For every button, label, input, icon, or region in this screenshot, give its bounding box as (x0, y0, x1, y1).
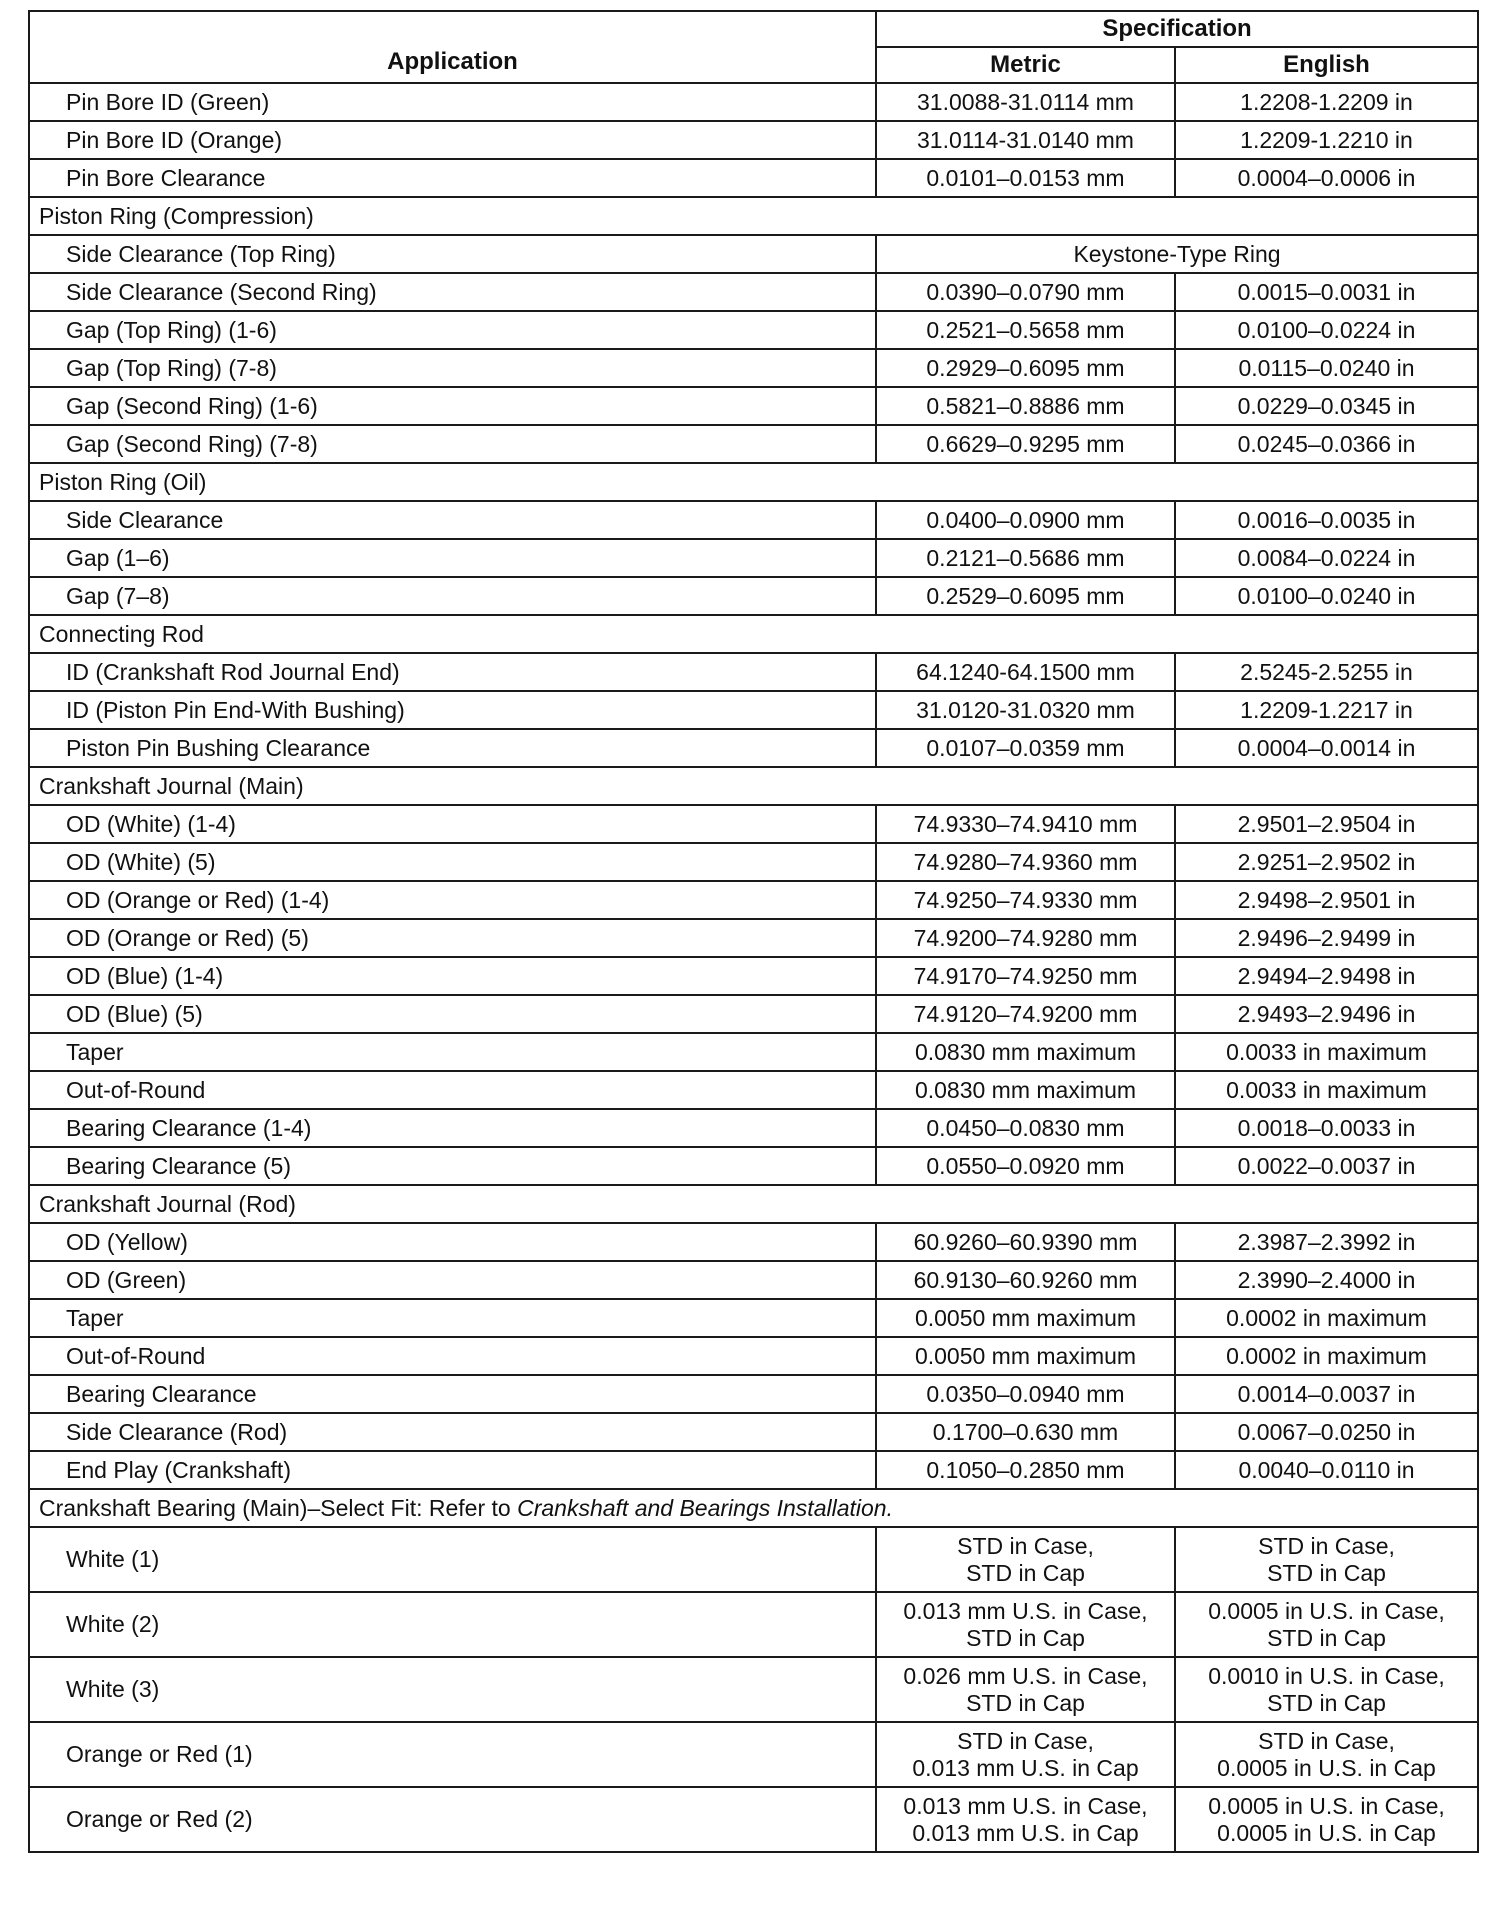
table-row (29, 311, 1478, 349)
metric-cell: 0.0350–0.0940 mm (876, 1375, 1175, 1413)
metric-line: STD in Case, (957, 1532, 1094, 1559)
specification-span-cell: Keystone-Type Ring (876, 235, 1478, 273)
table-row (29, 1787, 1478, 1852)
english-cell: 2.9251–2.9502 in (1175, 843, 1478, 881)
metric-line: STD in Cap (966, 1624, 1085, 1651)
application-cell: OD (White) (5) (29, 843, 876, 881)
english-line: STD in Cap (1267, 1689, 1386, 1716)
application-cell: Pin Bore Clearance (29, 159, 876, 197)
table-row (29, 1109, 1478, 1147)
section-row (29, 1489, 1478, 1527)
table-row (29, 1722, 1478, 1787)
section-heading (29, 197, 1478, 235)
table-row (29, 653, 1478, 691)
english-line: 0.0005 in U.S. in Cap (1217, 1819, 1436, 1846)
metric-cell (876, 1657, 1175, 1722)
section-heading-text: Connecting Rod (39, 620, 204, 647)
english-header: English (1175, 47, 1478, 83)
english-cell: 0.0100–0.0224 in (1175, 311, 1478, 349)
english-cell: 2.3987–2.3992 in (1175, 1223, 1478, 1261)
application-cell: Taper (29, 1033, 876, 1071)
metric-line: 0.013 mm U.S. in Case, (903, 1792, 1148, 1819)
table-body (29, 83, 1478, 1852)
application-cell: End Play (Crankshaft) (29, 1451, 876, 1489)
english-cell: 1.2208-1.2209 in (1175, 83, 1478, 121)
table-row (29, 1261, 1478, 1299)
metric-line: 0.026 mm U.S. in Case, (903, 1662, 1148, 1689)
metric-cell (876, 1722, 1175, 1787)
application-cell: OD (Orange or Red) (1-4) (29, 881, 876, 919)
metric-cell (876, 1787, 1175, 1852)
application-cell: Gap (Second Ring) (7-8) (29, 425, 876, 463)
english-cell: 0.0033 in maximum (1175, 1071, 1478, 1109)
english-cell: 0.0067–0.0250 in (1175, 1413, 1478, 1451)
english-cell: 0.0015–0.0031 in (1175, 273, 1478, 311)
metric-cell: 0.0101–0.0153 mm (876, 159, 1175, 197)
english-line: 0.0005 in U.S. in Cap (1217, 1754, 1436, 1781)
section-heading-text: Piston Ring (Compression) (39, 202, 314, 229)
application-cell: White (3) (29, 1657, 876, 1722)
metric-line: 0.013 mm U.S. in Cap (912, 1754, 1139, 1781)
metric-cell: 31.0088-31.0114 mm (876, 83, 1175, 121)
metric-cell: 31.0114-31.0140 mm (876, 121, 1175, 159)
metric-cell: 0.0450–0.0830 mm (876, 1109, 1175, 1147)
metric-cell: 0.5821–0.8886 mm (876, 387, 1175, 425)
application-cell: Pin Bore ID (Orange) (29, 121, 876, 159)
metric-cell: 0.0400–0.0900 mm (876, 501, 1175, 539)
english-cell: 0.0033 in maximum (1175, 1033, 1478, 1071)
application-cell: Gap (Top Ring) (7-8) (29, 349, 876, 387)
english-cell: 0.0100–0.0240 in (1175, 577, 1478, 615)
table-row (29, 881, 1478, 919)
section-heading-reference: Crankshaft and Bearings Installation. (517, 1494, 893, 1521)
section-heading (29, 1489, 1478, 1527)
application-cell: Gap (Second Ring) (1-6) (29, 387, 876, 425)
english-cell: 0.0002 in maximum (1175, 1299, 1478, 1337)
application-cell: ID (Crankshaft Rod Journal End) (29, 653, 876, 691)
english-cell: 2.9493–2.9496 in (1175, 995, 1478, 1033)
section-heading-text: Crankshaft Journal (Rod) (39, 1190, 296, 1217)
english-cell: 0.0022–0.0037 in (1175, 1147, 1478, 1185)
metric-cell: 0.2521–0.5658 mm (876, 311, 1175, 349)
application-cell: Side Clearance (Rod) (29, 1413, 876, 1451)
table-row (29, 539, 1478, 577)
application-header: Application (29, 11, 876, 83)
table-row (29, 159, 1478, 197)
english-cell (1175, 1657, 1478, 1722)
section-heading-text: Crankshaft Bearing (Main)–Select Fit: Refer to (39, 1494, 518, 1521)
application-cell: OD (Blue) (1-4) (29, 957, 876, 995)
metric-cell: 60.9260–60.9390 mm (876, 1223, 1175, 1261)
metric-cell: 31.0120-31.0320 mm (876, 691, 1175, 729)
english-line: STD in Case, (1258, 1727, 1395, 1754)
metric-cell: 64.1240-64.1500 mm (876, 653, 1175, 691)
english-cell: 1.2209-1.2210 in (1175, 121, 1478, 159)
table-row (29, 1451, 1478, 1489)
metric-cell: 74.9330–74.9410 mm (876, 805, 1175, 843)
english-cell: 0.0002 in maximum (1175, 1337, 1478, 1375)
table-row (29, 577, 1478, 615)
metric-cell: 0.0390–0.0790 mm (876, 273, 1175, 311)
application-cell: White (1) (29, 1527, 876, 1592)
metric-header: Metric (876, 47, 1175, 83)
section-heading (29, 1185, 1478, 1223)
application-cell: Out-of-Round (29, 1337, 876, 1375)
application-cell: White (2) (29, 1592, 876, 1657)
metric-cell: 74.9280–74.9360 mm (876, 843, 1175, 881)
metric-cell: 0.0050 mm maximum (876, 1299, 1175, 1337)
table-row (29, 805, 1478, 843)
english-cell: 0.0004–0.0006 in (1175, 159, 1478, 197)
application-cell: OD (Blue) (5) (29, 995, 876, 1033)
metric-cell: 0.1050–0.2850 mm (876, 1451, 1175, 1489)
table-row (29, 1413, 1478, 1451)
metric-cell: 0.0107–0.0359 mm (876, 729, 1175, 767)
section-row (29, 1185, 1478, 1223)
english-cell: 0.0018–0.0033 in (1175, 1109, 1478, 1147)
application-cell: ID (Piston Pin End-With Bushing) (29, 691, 876, 729)
english-cell: 2.3990–2.4000 in (1175, 1261, 1478, 1299)
english-cell: 2.5245-2.5255 in (1175, 653, 1478, 691)
table-row (29, 273, 1478, 311)
section-heading-text: Piston Ring (Oil) (39, 468, 207, 495)
metric-cell: 0.0830 mm maximum (876, 1071, 1175, 1109)
english-line: 0.0005 in U.S. in Case, (1208, 1792, 1445, 1819)
metric-cell: 0.2929–0.6095 mm (876, 349, 1175, 387)
application-cell: Gap (7–8) (29, 577, 876, 615)
application-cell: Taper (29, 1299, 876, 1337)
english-cell: 2.9498–2.9501 in (1175, 881, 1478, 919)
application-cell: Pin Bore ID (Green) (29, 83, 876, 121)
table-row (29, 1657, 1478, 1722)
english-line: STD in Cap (1267, 1559, 1386, 1586)
english-cell (1175, 1592, 1478, 1657)
table-row (29, 1375, 1478, 1413)
metric-cell: 74.9250–74.9330 mm (876, 881, 1175, 919)
table-row (29, 425, 1478, 463)
application-cell: Bearing Clearance (1-4) (29, 1109, 876, 1147)
metric-cell: 74.9120–74.9200 mm (876, 995, 1175, 1033)
metric-cell: 0.2529–0.6095 mm (876, 577, 1175, 615)
specification-header: Specification (876, 11, 1478, 47)
specification-table (28, 10, 1479, 1853)
application-cell: Gap (1–6) (29, 539, 876, 577)
application-cell: Side Clearance (29, 501, 876, 539)
english-cell (1175, 1722, 1478, 1787)
table-row (29, 1147, 1478, 1185)
table-row (29, 1337, 1478, 1375)
table-row (29, 349, 1478, 387)
english-cell: 0.0016–0.0035 in (1175, 501, 1478, 539)
table-row (29, 995, 1478, 1033)
section-heading (29, 767, 1478, 805)
metric-cell: 0.0550–0.0920 mm (876, 1147, 1175, 1185)
metric-cell (876, 1527, 1175, 1592)
table-row (29, 843, 1478, 881)
english-cell: 0.0229–0.0345 in (1175, 387, 1478, 425)
english-line: STD in Cap (1267, 1624, 1386, 1651)
table-row (29, 1071, 1478, 1109)
application-cell: Orange or Red (1) (29, 1722, 876, 1787)
section-row (29, 615, 1478, 653)
table-row (29, 235, 1478, 273)
table-row (29, 1223, 1478, 1261)
table-row (29, 1033, 1478, 1071)
metric-cell: 60.9130–60.9260 mm (876, 1261, 1175, 1299)
english-line: 0.0005 in U.S. in Case, (1208, 1597, 1445, 1624)
section-row (29, 767, 1478, 805)
english-line: STD in Case, (1258, 1532, 1395, 1559)
english-cell: 0.0040–0.0110 in (1175, 1451, 1478, 1489)
metric-cell: 74.9200–74.9280 mm (876, 919, 1175, 957)
metric-cell: 0.2121–0.5686 mm (876, 539, 1175, 577)
english-cell (1175, 1527, 1478, 1592)
metric-line: STD in Cap (966, 1559, 1085, 1586)
metric-cell: 0.0050 mm maximum (876, 1337, 1175, 1375)
application-cell: Out-of-Round (29, 1071, 876, 1109)
application-cell: Side Clearance (Second Ring) (29, 273, 876, 311)
section-heading (29, 615, 1478, 653)
table-row (29, 121, 1478, 159)
english-cell: 2.9496–2.9499 in (1175, 919, 1478, 957)
table-row (29, 919, 1478, 957)
application-cell: Orange or Red (2) (29, 1787, 876, 1852)
metric-cell: 74.9170–74.9250 mm (876, 957, 1175, 995)
application-cell: OD (Green) (29, 1261, 876, 1299)
table-row (29, 957, 1478, 995)
table-row (29, 1527, 1478, 1592)
application-cell: Side Clearance (Top Ring) (29, 235, 876, 273)
metric-cell: 0.0830 mm maximum (876, 1033, 1175, 1071)
english-cell: 0.0004–0.0014 in (1175, 729, 1478, 767)
table-row (29, 83, 1478, 121)
section-row (29, 197, 1478, 235)
english-cell: 1.2209-1.2217 in (1175, 691, 1478, 729)
section-heading (29, 463, 1478, 501)
english-cell: 0.0245–0.0366 in (1175, 425, 1478, 463)
table-row (29, 1299, 1478, 1337)
table-row (29, 1592, 1478, 1657)
english-cell: 2.9494–2.9498 in (1175, 957, 1478, 995)
table-row (29, 691, 1478, 729)
section-heading-text: Crankshaft Journal (Main) (39, 772, 304, 799)
english-cell (1175, 1787, 1478, 1852)
application-cell: Gap (Top Ring) (1-6) (29, 311, 876, 349)
application-cell: OD (White) (1-4) (29, 805, 876, 843)
table-row (29, 387, 1478, 425)
metric-line: STD in Case, (957, 1727, 1094, 1754)
english-cell: 0.0014–0.0037 in (1175, 1375, 1478, 1413)
english-cell: 0.0115–0.0240 in (1175, 349, 1478, 387)
english-cell: 0.0084–0.0224 in (1175, 539, 1478, 577)
table-row (29, 501, 1478, 539)
application-cell: OD (Yellow) (29, 1223, 876, 1261)
english-cell: 2.9501–2.9504 in (1175, 805, 1478, 843)
metric-cell: 0.1700–0.630 mm (876, 1413, 1175, 1451)
application-cell: Bearing Clearance (29, 1375, 876, 1413)
metric-line: 0.013 mm U.S. in Cap (912, 1819, 1139, 1846)
table-row (29, 729, 1478, 767)
application-cell: OD (Orange or Red) (5) (29, 919, 876, 957)
application-cell: Piston Pin Bushing Clearance (29, 729, 876, 767)
metric-cell: 0.6629–0.9295 mm (876, 425, 1175, 463)
metric-line: 0.013 mm U.S. in Case, (903, 1597, 1148, 1624)
metric-cell (876, 1592, 1175, 1657)
application-cell: Bearing Clearance (5) (29, 1147, 876, 1185)
section-row (29, 463, 1478, 501)
english-line: 0.0010 in U.S. in Case, (1208, 1662, 1445, 1689)
metric-line: STD in Cap (966, 1689, 1085, 1716)
